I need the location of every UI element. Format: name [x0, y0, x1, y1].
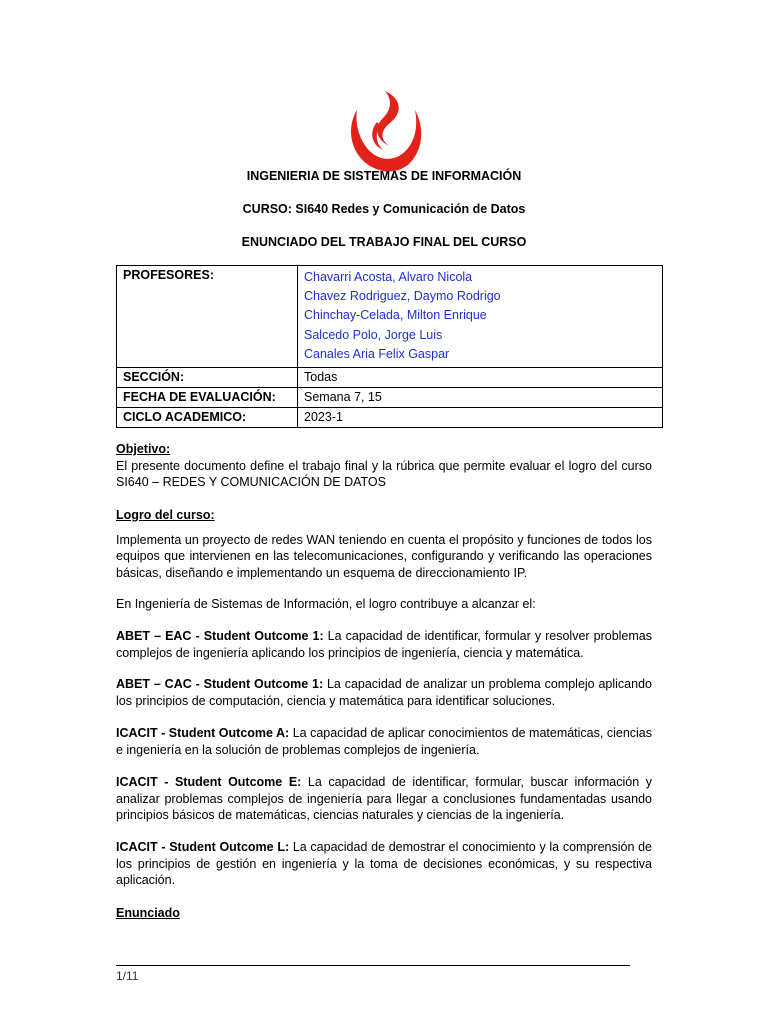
course-title: CURSO: SI640 Redes y Comunicación de Datos	[242, 202, 526, 216]
outcome-label: ABET – EAC - Student Outcome 1:	[116, 629, 324, 643]
outcome-label: ICACIT - Student Outcome L:	[116, 840, 290, 854]
outcome-paragraph	[116, 839, 652, 889]
outcome-paragraph	[116, 774, 652, 824]
professor-name: Salcedo Polo, Jorge Luis	[304, 327, 443, 342]
outcome-text: La capacidad de aplicar conocimientos de matemáticas, ciencias e ingeniería en la solución de problemas complejos de ingeniería.	[116, 726, 653, 757]
outcome-label: ICACIT - Student Outcome E:	[116, 775, 302, 789]
professor-name: Canales Aria Felix Gaspar	[304, 346, 450, 361]
outcome-text: La capacidad de identificar, formular y resolver problemas complejos de ingeniería aplicando los principios de ingeniería, ciencia y matemática.	[116, 629, 652, 660]
cycle-label: CICLO ACADEMICO:	[117, 408, 298, 428]
course-goal-text: Implementa un proyecto de redes WAN teniendo en cuenta el propósito y funciones de todos los equipos que intervienen en las telecomunicaciones, configurando y verificando las operaciones básicas, diseñando e implementando un esquema de direccionamiento IP.	[116, 532, 652, 580]
professor-name: Chavez Rodriguez, Daymo Rodrigo	[304, 289, 501, 304]
course-info-table	[116, 265, 663, 428]
course-goal-heading: Logro del curso:	[116, 508, 215, 522]
professors-label: PROFESORES:	[117, 266, 298, 368]
cycle-row	[117, 408, 663, 428]
outcome-paragraph	[116, 628, 652, 661]
program-title: INGENIERIA DE SISTEMAS DE INFORMACIÓN	[246, 169, 522, 183]
outcome-paragraph	[116, 676, 652, 709]
professor-name: Chavarri Acosta, Alvaro Nicola	[304, 270, 473, 284]
assignment-title: ENUNCIADO DEL TRABAJO FINAL DEL CURSO	[241, 235, 527, 249]
objective-heading: Objetivo:	[116, 442, 171, 456]
section-value: Todas	[298, 368, 663, 388]
cycle-value: 2023-1	[298, 408, 663, 428]
evaluation-row	[117, 388, 663, 408]
evaluation-value: Semana 7, 15	[298, 388, 663, 408]
outcome-text: La capacidad de demostrar el conocimiento y la comprensión de los principios de gestión en ingeniería y la toma de decisiones económicas, y su respectiva aplicación.	[116, 840, 652, 887]
evaluation-label: FECHA DE EVALUACIÓN:	[117, 388, 298, 408]
section-label: SECCIÓN:	[117, 368, 298, 388]
objective-section	[116, 441, 652, 491]
professor-name: Chinchay-Celada, Milton Enrique	[304, 308, 487, 323]
outcome-text: La capacidad de identificar, formular, buscar información y analizar problemas complejos de ingeniería para llegar a conclusiones fundamentadas usando principios básicos de matemáticas, ciencias naturales y ciencias de la ingeniería.	[116, 775, 652, 822]
outcome-text: La capacidad de analizar un problema complejo aplicando los principios de computación, ciencia y matemática para identificar soluciones.	[116, 677, 652, 708]
contribution-intro: En Ingeniería de Sistemas de Información, el logro contribuye a alcanzar el:	[116, 597, 536, 611]
university-logo	[343, 88, 427, 174]
objective-text: El presente documento define el trabajo final y la rúbrica que permite evaluar el logro del curso SI640 – REDES Y COMUNICACIÓN DE DATOS	[116, 458, 652, 489]
course-goal-section	[116, 507, 652, 581]
page-number: 1/11	[116, 969, 139, 983]
professors-row	[117, 266, 663, 368]
section-row	[117, 368, 663, 388]
outcome-paragraph	[116, 725, 652, 758]
statement-heading: Enunciado	[116, 906, 180, 920]
professors-list	[298, 266, 663, 368]
outcome-label: ICACIT - Student Outcome A:	[116, 726, 290, 740]
footer-divider	[116, 965, 630, 966]
outcome-label: ABET – CAC - Student Outcome 1:	[116, 677, 324, 691]
